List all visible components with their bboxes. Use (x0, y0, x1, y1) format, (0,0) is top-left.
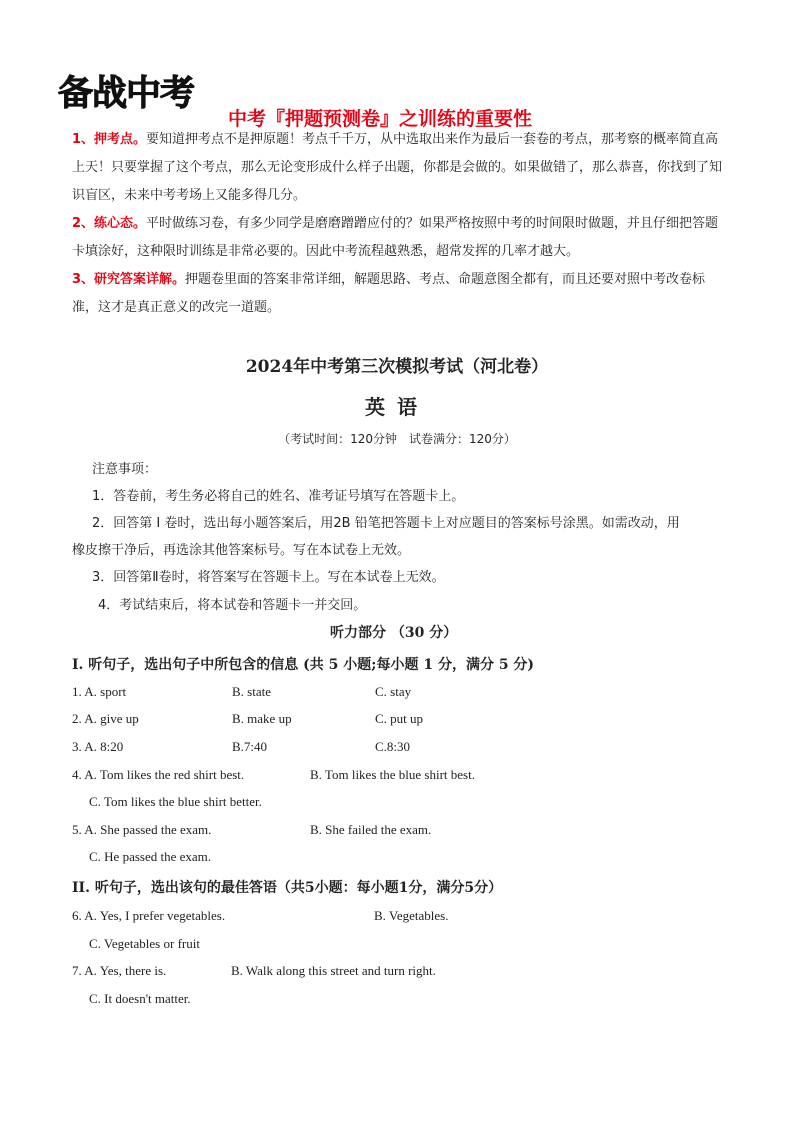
banner-title: 中考『押题预测卷』之训练的重要性 (228, 108, 533, 130)
logo-text: 备战中考 (58, 74, 195, 114)
intro-paragraph-2 (72, 210, 727, 266)
q6-option-a: 6. A. Yes, I prefer vegetables. (72, 908, 226, 923)
logo (58, 64, 200, 116)
intro-label-2: 2、练心态。 (72, 216, 147, 231)
q2-option-b: B. make up (232, 711, 292, 726)
intro-label-3: 3、研究答案详解。 (72, 272, 186, 287)
q7-option-b: B. Walk along this street and turn right. (231, 963, 436, 978)
intro-paragraph-3 (72, 266, 727, 322)
q1-option-b: B. state (232, 684, 271, 699)
q4-option-a: 4. A. Tom likes the red shirt best. (72, 767, 245, 782)
q3-option-a: 3. A. 8:20 (72, 739, 124, 754)
intro-text-3: 押题卷里面的答案非常详细，解题思路、考点、命题意图全都有，而且还要对照中考改卷标准，这才是真正意义的改完一道题。 (72, 272, 706, 315)
q1-option-a: 1. A. sport (72, 684, 127, 699)
q6-option-c: C. Vegetables or fruit (89, 936, 200, 951)
notes-heading: 注意事项： (92, 462, 158, 477)
note-item: 2．回答第 I 卷时，选出每小题答案后，用2B 铅笔把答题卡上对应题目的答案标号涂黑。如需改动，用 (92, 516, 680, 531)
intro-text-1: 要知道押考点不是押原题！考点千千万，从中选取出来作为最后一套卷的考点，那考察的概率简直高上天！只要掌握了这个考点，那么无论变形成什么样子出题，你都是会做的。如果做错了，那么恭喜，你找到了知识盲区，未来中考考场上又能多得几分。 (72, 132, 723, 203)
q5-option-b: B. She failed the exam. (310, 822, 432, 837)
intro-text-2: 平时做练习卷，有多少同学是磨磨蹭蹭应付的？如果严格按照中考的时间限时做题，并且仔细把答题卡填涂好，这种限时训练是非常必要的。因此中考流程越熟悉，超常发挥的几率才越大。 (72, 216, 719, 259)
q5-option-a: 5. A. She passed the exam. (72, 822, 212, 837)
exam-title: 2024年中考第三次模拟考试（河北卷） (245, 357, 549, 377)
q1-option-c: C. stay (375, 684, 412, 699)
note-item: 橡皮擦干净后，再选涂其他答案标号。写在本试卷上无效。 (72, 543, 411, 558)
q5-option-c: C. He passed the exam. (89, 849, 212, 864)
intro-label-1: 1、押考点。 (72, 132, 147, 147)
q7-option-a: 7. A. Yes, there is. (72, 963, 167, 978)
q4-option-c: C. Tom likes the blue shirt better. (89, 794, 262, 809)
note-item: 4．考试结束后，将本试卷和答题卡一并交回。 (98, 598, 367, 613)
note-item: 1．答卷前，考生务必将自己的姓名、准考证号填写在答题卡上。 (92, 489, 465, 504)
q7-option-c: C. It doesn't matter. (89, 991, 191, 1006)
section-2-heading: II. 听句子，选出该句的最佳答语（共5小题：每小题1分，满分5分） (72, 880, 503, 896)
q2-option-c: C. put up (375, 711, 424, 726)
q6-option-b: B. Vegetables. (374, 908, 449, 923)
listening-heading: 听力部分 （30 分） (330, 625, 458, 641)
q3-option-b: B.7:40 (232, 739, 268, 754)
q2-option-a: 2. A. give up (72, 711, 139, 726)
intro-paragraph-1 (72, 126, 727, 210)
exam-info: （考试时间：120分钟 试卷满分：120分） (278, 432, 516, 446)
subject-title: 英语 (365, 395, 429, 419)
q3-option-c: C.8:30 (375, 739, 411, 754)
section-1-heading: I. 听句子，选出句子中所包含的信息 (共 5 小题;每小题 1 分，满分 5 分) (72, 657, 535, 673)
q4-option-b: B. Tom likes the blue shirt best. (310, 767, 475, 782)
note-item: 3．回答第Ⅱ卷时，将答案写在答题卡上。写在本试卷上无效。 (92, 570, 445, 585)
